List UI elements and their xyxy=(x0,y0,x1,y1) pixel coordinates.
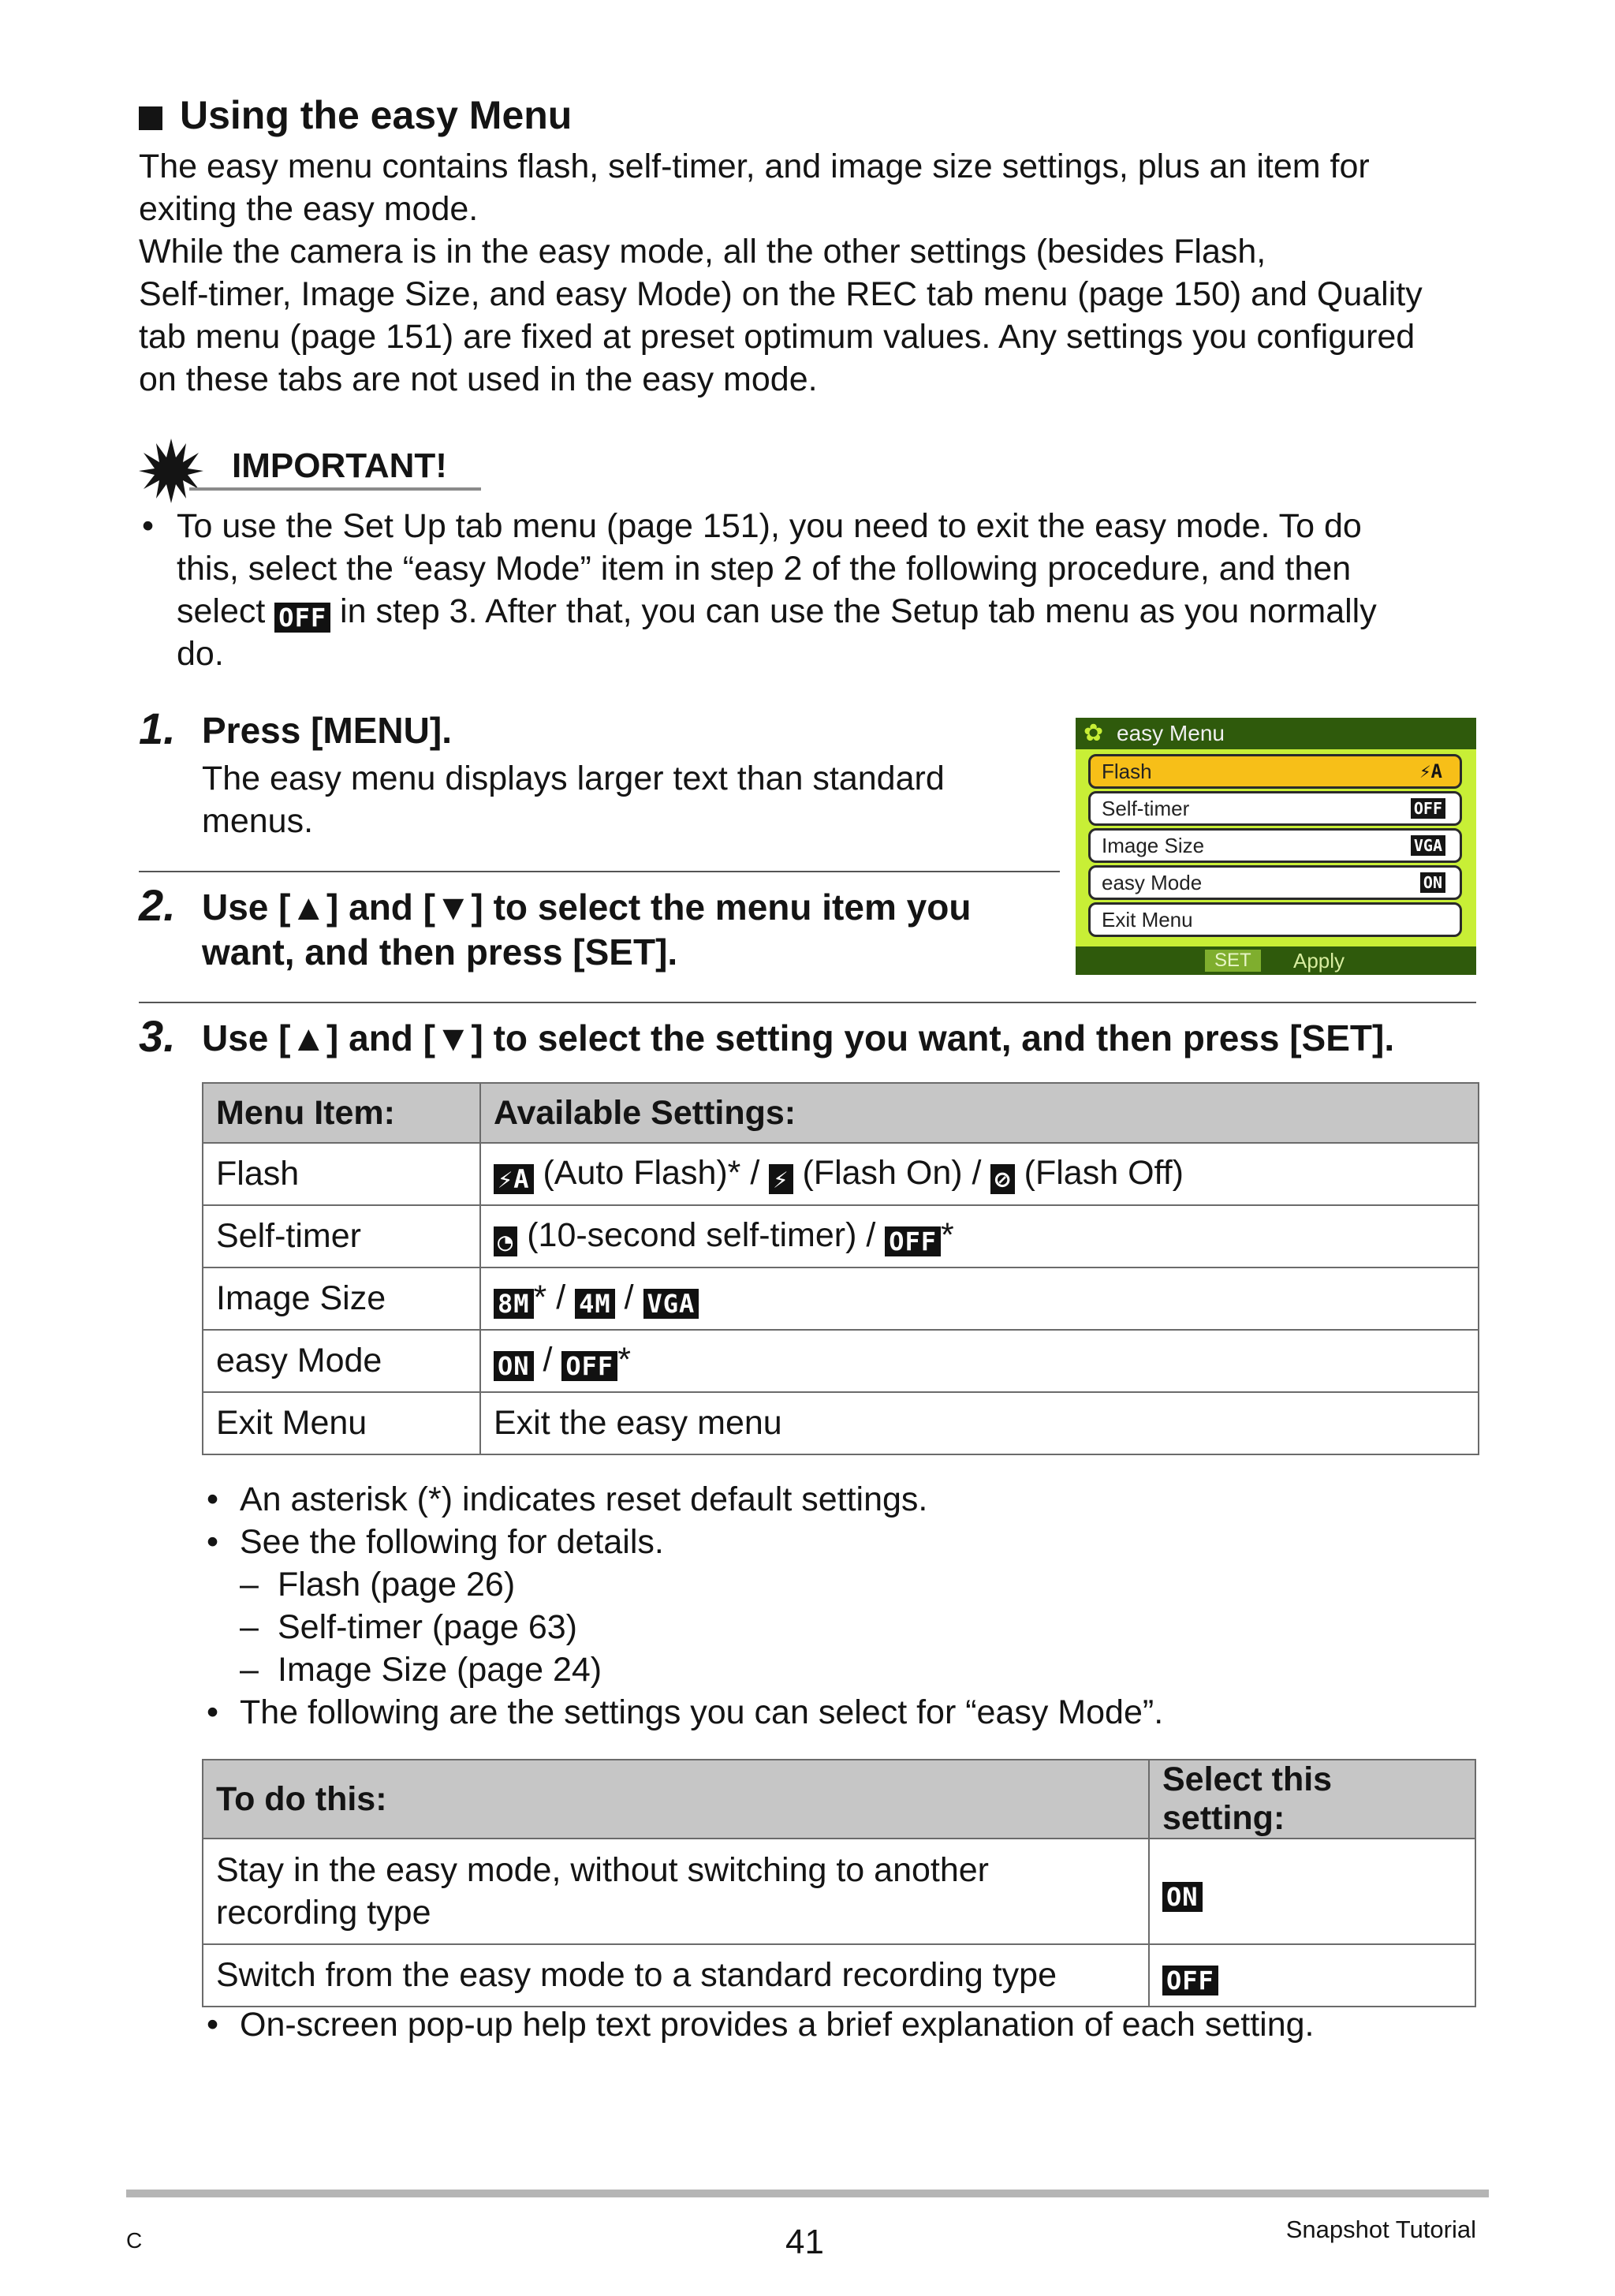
table-row xyxy=(203,1330,1479,1392)
bullet-glyph: • xyxy=(207,1480,219,1518)
settings-text: / xyxy=(543,1341,553,1379)
clover-icon: ✿ xyxy=(1084,720,1104,746)
intro-paragraph xyxy=(139,145,1495,401)
set-key-label: SET xyxy=(1205,950,1261,972)
footer-left-mark: C xyxy=(126,2228,143,2253)
note-item xyxy=(207,1478,1468,1521)
step-divider xyxy=(139,1002,1476,1003)
easy-mode-table xyxy=(202,1759,1476,2007)
settings-text: (Flash Off) xyxy=(1024,1154,1184,1192)
screen-footer xyxy=(1076,946,1476,975)
important-line xyxy=(177,590,1501,633)
screen-menu-item-image-size xyxy=(1088,828,1462,863)
menu-item-cell: easy Mode xyxy=(203,1330,480,1392)
step-2-number: 2. xyxy=(139,880,176,930)
camera-easy-menu-screen xyxy=(1076,718,1476,975)
settings-cell: Exit the easy menu xyxy=(480,1392,1479,1454)
table-row xyxy=(203,1392,1479,1454)
action-line: recording type xyxy=(216,1894,431,1932)
off-setting-icon: OFF xyxy=(274,603,330,633)
screen-menu-item-label: easy Mode xyxy=(1102,871,1203,894)
settings-table xyxy=(202,1082,1479,1455)
intro-line: tab menu (page 151) are fixed at preset optimum values. Any settings you configured xyxy=(139,318,1415,356)
screen-menu-item-flash xyxy=(1088,754,1462,789)
table-row xyxy=(203,1944,1475,2007)
image-size-8m-icon: 8M xyxy=(494,1289,534,1319)
image-size-4m-icon: 4M xyxy=(575,1289,615,1319)
note-text: See the following for details. xyxy=(240,1523,664,1561)
screen-menu-item-label: Exit Menu xyxy=(1102,908,1193,931)
footer-rule xyxy=(126,2190,1489,2197)
bullet-glyph: • xyxy=(207,1523,219,1561)
screen-menu-item-easy-mode xyxy=(1088,865,1462,900)
settings-text: (Flash On) / xyxy=(802,1154,982,1192)
step-3-title: Use [▲] and [▼] to select the setting you want, and then press [SET]. xyxy=(202,1017,1395,1058)
note-item xyxy=(207,1691,1468,1734)
setting-cell xyxy=(1149,1839,1475,1944)
settings-cell xyxy=(480,1205,1479,1267)
step-2-title xyxy=(202,885,1061,975)
note-subitem xyxy=(207,1606,1468,1648)
settings-cell xyxy=(480,1267,1479,1330)
settings-text: * xyxy=(941,1216,954,1254)
off-setting-icon: OFF xyxy=(1411,798,1445,819)
square-bullet-icon xyxy=(139,106,162,130)
settings-text: / xyxy=(624,1279,634,1316)
intro-line: on these tabs are not used in the easy mode. xyxy=(139,360,818,398)
menu-item-cell: Self-timer xyxy=(203,1205,480,1267)
important-underline xyxy=(189,487,481,491)
settings-text: (10-second self-timer) / xyxy=(527,1216,876,1254)
table-header: Available Settings: xyxy=(480,1083,1479,1143)
action-cell xyxy=(203,1839,1149,1944)
settings-text: * xyxy=(617,1341,631,1379)
off-setting-icon: OFF xyxy=(561,1351,617,1381)
settings-cell xyxy=(480,1143,1479,1205)
step-1-title: Press [MENU]. xyxy=(202,710,452,751)
table-row xyxy=(203,1839,1475,1944)
on-setting-icon: ON xyxy=(1162,1882,1203,1912)
step-1-desc-line: The easy menu displays larger text than standard xyxy=(202,760,945,797)
screen-menu-item-exit xyxy=(1088,902,1462,937)
screen-header xyxy=(1076,718,1476,749)
table-header: Select this setting: xyxy=(1149,1760,1475,1839)
intro-line: While the camera is in the easy mode, all the other settings (besides Flash, xyxy=(139,233,1266,271)
notes-list xyxy=(207,1478,1468,1734)
off-setting-icon: OFF xyxy=(885,1226,941,1256)
screen-menu-item-self-timer xyxy=(1088,791,1462,826)
off-setting-icon: OFF xyxy=(1162,1966,1218,1995)
intro-line: Self-timer, Image Size, and easy Mode) on the REC tab menu (page 150) and Quality xyxy=(139,275,1423,313)
setting-cell xyxy=(1149,1944,1475,2007)
note-subitem-text: Flash (page 26) xyxy=(278,1566,516,1603)
step-2-title-line: want, and then press [SET]. xyxy=(202,931,678,973)
flash-off-icon: ⊘ xyxy=(990,1164,1014,1194)
bullet-glyph: • xyxy=(207,1693,219,1731)
screen-menu-item-label: Image Size xyxy=(1102,834,1205,857)
final-note xyxy=(207,2003,1517,2046)
important-line: To use the Set Up tab menu (page 151), you need to exit the easy mode. To do xyxy=(177,507,1362,545)
step-3-number: 3. xyxy=(139,1011,176,1061)
intro-line: exiting the easy mode. xyxy=(139,190,479,228)
table-row xyxy=(203,1143,1479,1205)
step-divider xyxy=(139,871,1060,872)
settings-cell xyxy=(480,1330,1479,1392)
table-row xyxy=(203,1205,1479,1267)
important-text xyxy=(177,505,1501,675)
screen-menu-item-label: Self-timer xyxy=(1102,797,1190,820)
note-subitem-text: Image Size (page 24) xyxy=(278,1651,602,1689)
flash-on-icon: ⚡ xyxy=(769,1164,793,1194)
vga-size-icon: VGA xyxy=(643,1289,699,1319)
table-row xyxy=(203,1267,1479,1330)
final-note-text: On-screen pop-up help text provides a brief explanation of each setting. xyxy=(240,2006,1315,2044)
important-label: IMPORTANT! xyxy=(232,446,447,485)
menu-item-cell: Exit Menu xyxy=(203,1392,480,1454)
dash-glyph: – xyxy=(240,1608,259,1646)
table-header: Menu Item: xyxy=(203,1083,480,1143)
auto-flash-icon: ⚡A xyxy=(1419,760,1442,782)
important-bullet: • xyxy=(142,507,155,545)
screen-menu-body xyxy=(1076,749,1476,946)
table-header-row xyxy=(203,1083,1479,1143)
section-title xyxy=(139,91,572,139)
menu-item-cell: Flash xyxy=(203,1143,480,1205)
note-subitem xyxy=(207,1563,1468,1606)
step-1-desc-line: menus. xyxy=(202,802,314,840)
self-timer-icon: ◔ xyxy=(494,1226,517,1256)
step-1-number: 1. xyxy=(139,704,176,753)
note-item xyxy=(207,1521,1468,1563)
section-title-text: Using the easy Menu xyxy=(180,93,573,137)
table-header-row xyxy=(203,1760,1475,1839)
settings-text: * / xyxy=(533,1279,566,1316)
action-line: Switch from the easy mode to a standard recording type xyxy=(216,1956,1057,1994)
action-line: Stay in the easy mode, without switching to another xyxy=(216,1851,989,1889)
important-line: do. xyxy=(177,635,224,673)
screen-menu-item-label: Flash xyxy=(1102,760,1152,783)
important-burst-icon xyxy=(139,439,203,503)
on-setting-icon: ON xyxy=(1420,872,1445,893)
screen-header-title: easy Menu xyxy=(1117,721,1225,745)
action-cell xyxy=(203,1944,1149,2007)
note-text: The following are the settings you can select for “easy Mode”. xyxy=(240,1693,1164,1731)
settings-text: (Auto Flash)* / xyxy=(543,1154,760,1192)
on-setting-icon: ON xyxy=(494,1351,534,1381)
auto-flash-icon: ⚡A xyxy=(494,1164,534,1194)
page-number: 41 xyxy=(785,2223,824,2261)
step-1-description xyxy=(202,757,1038,842)
step-2-title-line: Use [▲] and [▼] to select the menu item you xyxy=(202,887,972,928)
important-line-part: select xyxy=(177,592,266,630)
note-subitem-text: Self-timer (page 63) xyxy=(278,1608,577,1646)
intro-line: The easy menu contains flash, self-timer, and image size settings, plus an item for xyxy=(139,147,1370,185)
bullet-glyph: • xyxy=(207,2006,219,2044)
dash-glyph: – xyxy=(240,1651,259,1689)
footer-section-name: Snapshot Tutorial xyxy=(1285,2216,1476,2243)
screen-footer-action: Apply xyxy=(1293,949,1345,973)
dash-glyph: – xyxy=(240,1566,259,1603)
vga-size-icon: VGA xyxy=(1411,835,1445,856)
important-line-part: in step 3. After that, you can use the Setup tab menu as you normally xyxy=(340,592,1377,630)
table-header: To do this: xyxy=(203,1760,1149,1839)
important-line: this, select the “easy Mode” item in step 2 of the following procedure, and then xyxy=(177,550,1352,588)
menu-item-cell: Image Size xyxy=(203,1267,480,1330)
note-text: An asterisk (*) indicates reset default settings. xyxy=(240,1480,928,1518)
note-subitem xyxy=(207,1648,1468,1691)
